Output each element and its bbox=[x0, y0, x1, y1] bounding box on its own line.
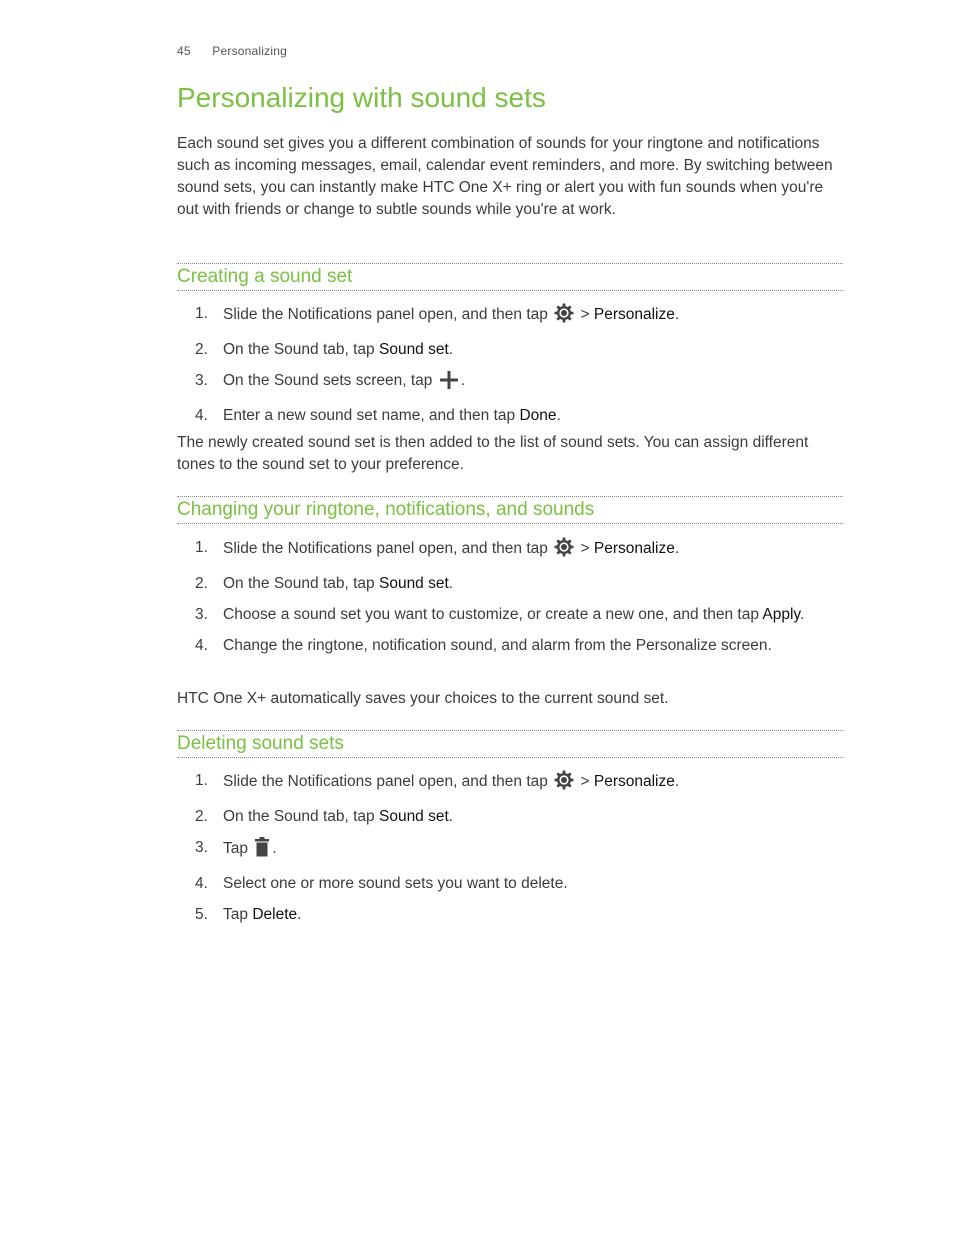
trash-icon bbox=[254, 837, 270, 864]
list-item: 2. On the Sound tab, tap Sound set. bbox=[195, 808, 454, 825]
section-title-deleting: Deleting sound sets bbox=[177, 733, 344, 754]
list-item: 2. On the Sound tab, tap Sound set. bbox=[195, 341, 454, 358]
list-item: 3. Tap . bbox=[177, 837, 843, 864]
chapter-name: Personalizing bbox=[212, 44, 287, 58]
list-item: 4. Change the ringtone, notification sound, and alarm from the Personalize screen. bbox=[195, 637, 772, 654]
steps-deleting bbox=[177, 770, 843, 926]
page-number: 45 bbox=[177, 44, 191, 58]
section-header-creating bbox=[177, 263, 843, 291]
page-title: Personalizing with sound sets bbox=[177, 82, 546, 113]
note-changing: HTC One X+ automatically saves your choices to the current sound set. bbox=[177, 690, 669, 707]
list-item: 1. Slide the Notifications panel open, and then tap > Personalize. bbox=[177, 537, 843, 564]
list-item: 3. On the Sound sets screen, tap . bbox=[177, 370, 843, 396]
section-header-deleting bbox=[177, 730, 843, 758]
list-item: 3. Choose a sound set you want to customize, or create a new one, and then tap Apply. bbox=[195, 606, 805, 623]
steps-creating bbox=[177, 303, 843, 427]
list-item: 1. Slide the Notifications panel open, and then tap > Personalize. bbox=[177, 303, 843, 330]
list-item: 2. On the Sound tab, tap Sound set. bbox=[195, 575, 454, 592]
section-header-changing bbox=[177, 496, 843, 524]
section-title-changing: Changing your ringtone, notifications, and sounds bbox=[177, 499, 595, 520]
note-creating: The newly created sound set is then added to the list of sound sets. You can assign different tones to the sound set to your preference. bbox=[177, 434, 809, 473]
list-item: 4. Select one or more sound sets you want to delete. bbox=[195, 875, 568, 892]
list-item: 1. Slide the Notifications panel open, and then tap > Personalize. bbox=[177, 770, 843, 797]
plus-icon bbox=[439, 371, 459, 396]
gear-icon bbox=[554, 770, 574, 797]
list-item: 4. Enter a new sound set name, and then tap Done. bbox=[195, 407, 561, 424]
intro-paragraph: Each sound set gives you a different combination of sounds for your ringtone and notifications such as incoming messages, email, calendar event reminders, and more. By switching between sound sets, you can instantly make HTC One X+ ring or alert you with fun sounds when you're out with friends or change to subtle sounds while you're at work. bbox=[177, 135, 833, 218]
running-header bbox=[177, 44, 287, 58]
section-title-creating: Creating a sound set bbox=[177, 266, 353, 287]
steps-changing bbox=[177, 537, 843, 657]
gear-icon bbox=[554, 537, 574, 564]
list-item: 5. Tap Delete. bbox=[195, 906, 302, 923]
gear-icon bbox=[554, 303, 574, 330]
